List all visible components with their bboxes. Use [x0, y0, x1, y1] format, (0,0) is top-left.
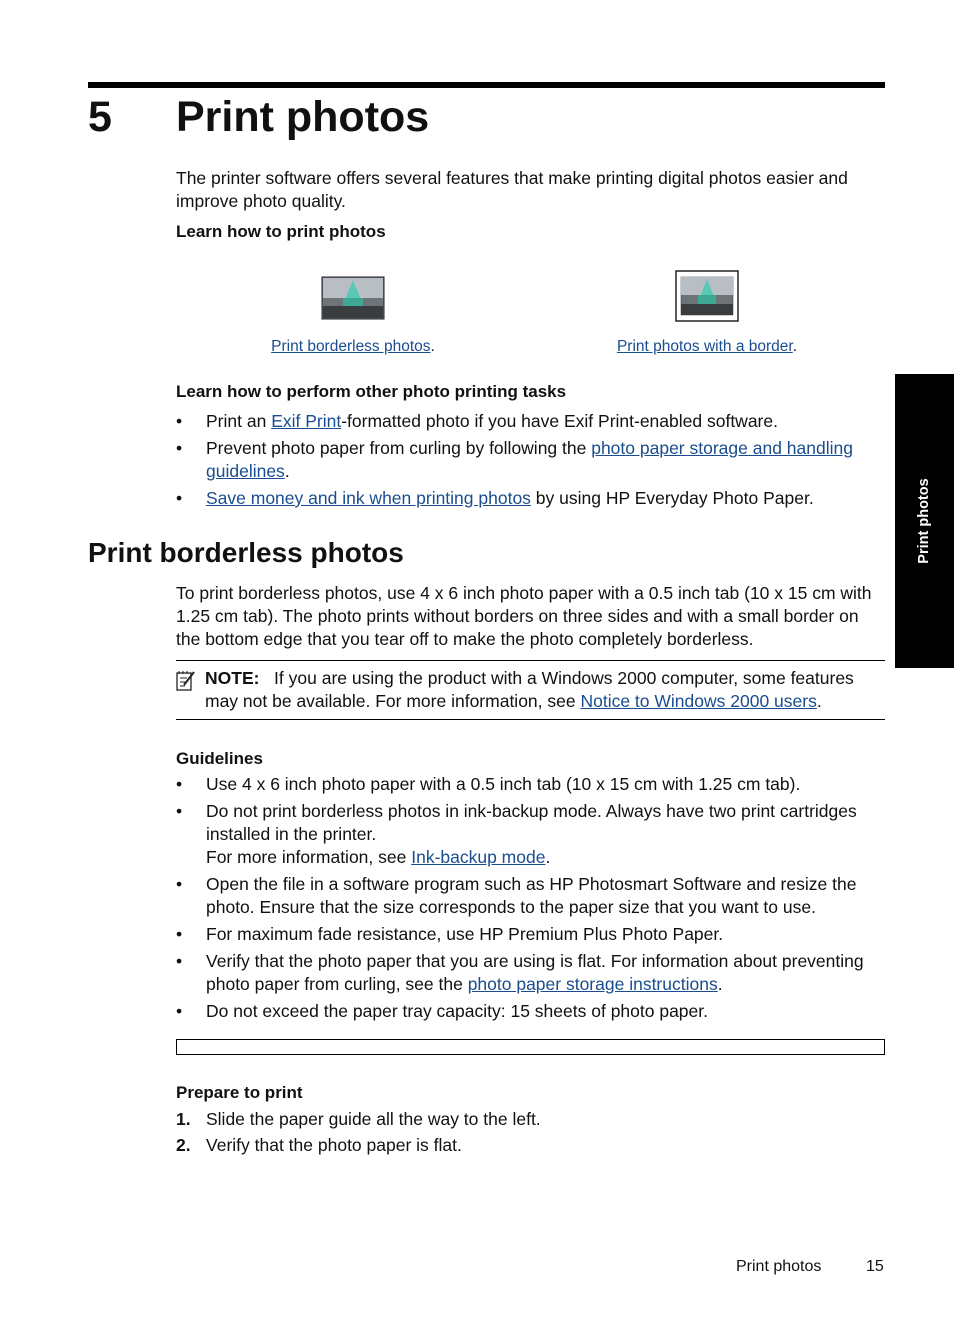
note-label: NOTE: — [205, 668, 260, 688]
link-storage-guidelines[interactable]: photo paper storage and handling guidelines — [206, 438, 853, 481]
note-text: NOTE: If you are using the product with a Windows 2000 computer, some features may not be available. For more information, see Notice to Windows 2000 users. — [205, 668, 854, 711]
note-icon — [176, 670, 196, 692]
chapter-title: Print photos — [176, 93, 430, 141]
footer-label: Print photos — [736, 1258, 822, 1275]
thumbnail-bordered: Print photos with a border. — [590, 270, 824, 357]
list-item: 1. Slide the paper guide all the way to the left. — [176, 1109, 541, 1129]
guidelines-heading: Guidelines — [176, 749, 263, 768]
list-item: • Do not print borderless photos in ink-backup mode. Always have two print cartridges installed in the printer. For more information, see Ink-backup mode. — [176, 801, 857, 867]
link-print-borderless[interactable]: Print borderless photos — [271, 338, 431, 355]
page-number: 15 — [866, 1258, 884, 1275]
list-item: 2. Verify that the photo paper is flat. — [176, 1135, 462, 1155]
link-print-with-border[interactable]: Print photos with a border — [616, 338, 793, 355]
chapter-side-tab — [895, 374, 954, 668]
guidelines-list — [176, 773, 886, 1027]
link-save-money[interactable]: Save money and ink when printing photos — [206, 488, 531, 508]
section-title: Print borderless photos — [88, 537, 404, 568]
side-tab-label: Print photos — [916, 478, 932, 564]
chapter-rule — [88, 82, 885, 88]
list-item: • Open the file in a software program such as HP Photosmart Software and resize the photo. Ensure that the size corresponds to the paper size that you want to use. — [176, 874, 857, 917]
list-item: • Save money and ink when printing photos by using HP Everyday Photo Paper. — [176, 488, 814, 508]
section-intro: To print borderless photos, use 4 x 6 inch photo paper with a 0.5 inch tab (10 x 15 cm with 1.25 cm tab). The photo prints without borders on three sides and with a small border on the bottom edge that you tear off to make the photo completely borderless. — [176, 583, 872, 649]
other-tasks-heading: Learn how to perform other photo printing tasks — [176, 382, 567, 401]
other-tasks-list — [176, 410, 886, 514]
list-item: • Print an Exif Print-formatted photo if you have Exif Print-enabled software. — [176, 411, 778, 431]
link-ink-backup-mode[interactable]: Ink-backup mode — [411, 847, 546, 867]
note-box — [176, 660, 885, 720]
link-exif-print[interactable]: Exif Print — [271, 411, 342, 431]
empty-frame — [176, 1039, 885, 1055]
list-item: • Do not exceed the paper tray capacity: 15 sheets of photo paper. — [176, 1001, 708, 1021]
list-item: • Prevent photo paper from curling by following the photo paper storage and handling guidelines. — [176, 438, 853, 481]
prepare-steps — [176, 1108, 886, 1160]
intro-paragraph: The printer software offers several features that make printing digital photos easier and improve photo quality. — [176, 168, 848, 211]
bordered-photo-icon[interactable] — [675, 270, 739, 322]
prepare-heading: Prepare to print — [176, 1083, 303, 1102]
list-item: • Use 4 x 6 inch photo paper with a 0.5 inch tab (10 x 15 cm with 1.25 cm tab). — [176, 774, 801, 794]
list-item: • Verify that the photo paper that you are using is flat. For information about preventing photo paper from curling, see the photo paper storage instructions. — [176, 951, 864, 994]
borderless-photo-icon[interactable] — [321, 270, 385, 320]
link-windows-2000[interactable]: Notice to Windows 2000 users — [580, 691, 817, 711]
link-storage-instructions[interactable]: photo paper storage instructions — [467, 974, 718, 994]
thumbnail-borderless: Print borderless photos. — [236, 270, 470, 357]
learn-heading: Learn how to print photos — [176, 222, 386, 241]
list-item: • For maximum fade resistance, use HP Premium Plus Photo Paper. — [176, 924, 724, 944]
chapter-number: 5 — [88, 93, 112, 141]
